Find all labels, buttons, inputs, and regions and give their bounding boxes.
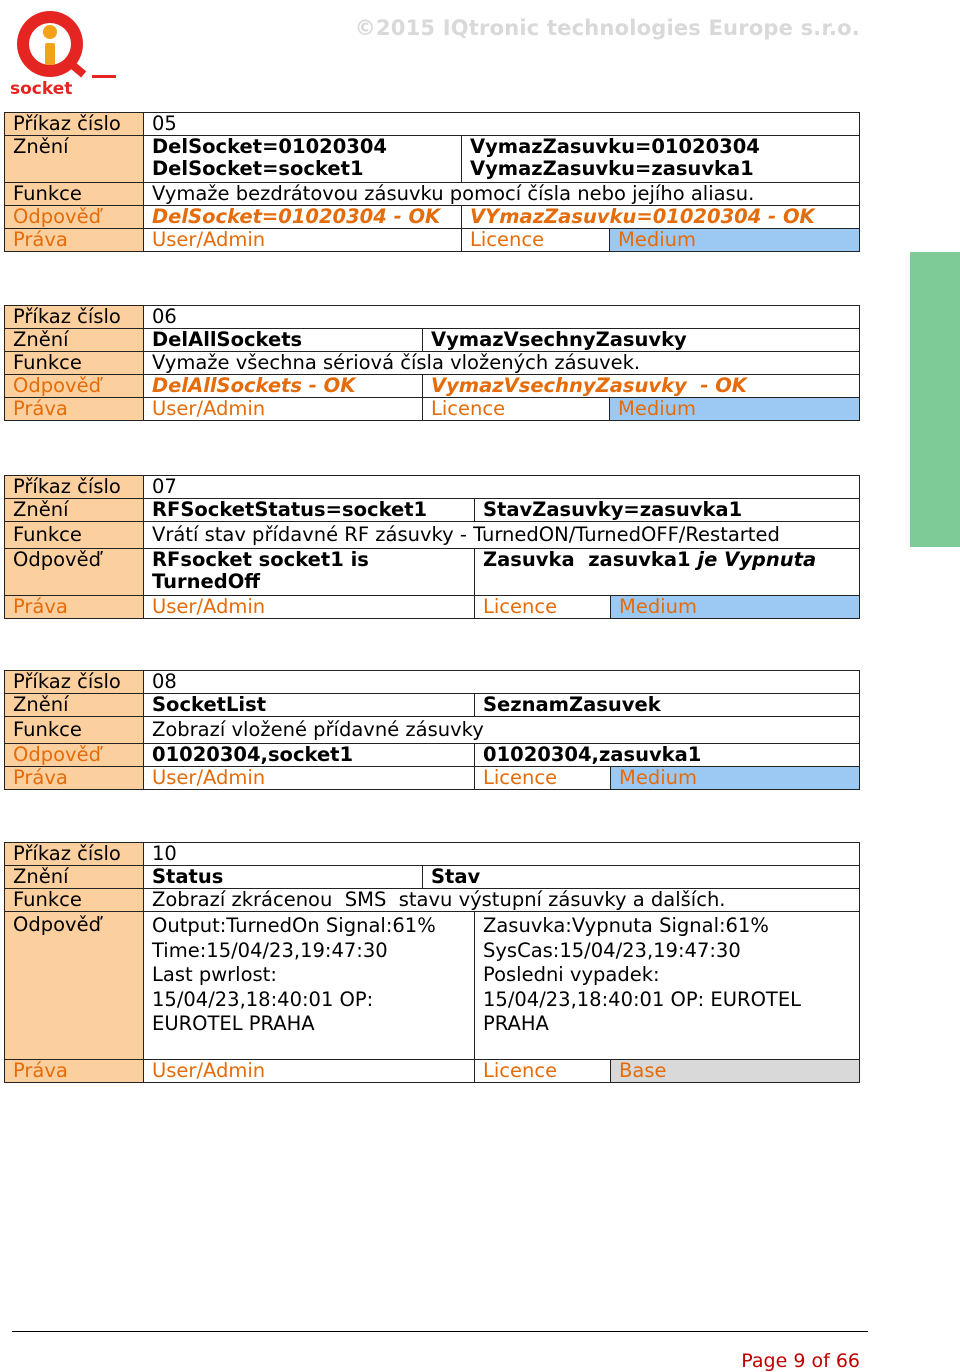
label-function: Funkce bbox=[5, 717, 144, 744]
response-cz: VymazVsechnyZasuvky - OK bbox=[423, 375, 860, 398]
response-cz bbox=[475, 549, 860, 596]
command-table-06 bbox=[4, 305, 860, 421]
command-table-05 bbox=[4, 112, 860, 252]
label-cmd-number: Příkaz číslo bbox=[5, 306, 144, 329]
licence-label: Licence bbox=[475, 767, 611, 790]
label-function: Funkce bbox=[5, 352, 144, 375]
label-cmd-number: Příkaz číslo bbox=[5, 671, 144, 694]
licence-value: Medium bbox=[611, 596, 860, 619]
label-response: Odpověď bbox=[5, 912, 144, 1060]
licence-value: Medium bbox=[610, 398, 860, 421]
response-cz: Zasuvka:Vypnuta Signal:61% SysCas:15/04/23,19:47:30 Posledni vypadek: 15/04/23,18:40:01 OP: EUROTEL PRAHA bbox=[475, 912, 860, 1060]
syntax-en: DelSocket=01020304 DelSocket=socket1 bbox=[144, 136, 462, 183]
licence-label: Licence bbox=[462, 229, 610, 252]
response-en: Output:TurnedOn Signal:61% Time:15/04/23,19:47:30 Last pwrlost: 15/04/23,18:40:01 OP: EUROTEL PRAHA bbox=[144, 912, 475, 1060]
label-cmd-number: Příkaz číslo bbox=[5, 476, 144, 499]
syntax-cz: VymazZasuvku=01020304 VymazZasuvku=zasuvka1 bbox=[462, 136, 860, 183]
label-function: Funkce bbox=[5, 522, 144, 549]
response-cz: 01020304,zasuvka1 bbox=[475, 744, 860, 767]
iqsocket-logo bbox=[6, 2, 118, 98]
label-response: Odpověď bbox=[5, 375, 144, 398]
licence-label: Licence bbox=[423, 398, 610, 421]
label-response: Odpověď bbox=[5, 549, 144, 596]
response-en: DelAllSockets - OK bbox=[144, 375, 423, 398]
function-text: Vymaže bezdrátovou zásuvku pomocí čísla nebo jejího aliasu. bbox=[144, 183, 860, 206]
label-function: Funkce bbox=[5, 183, 144, 206]
licence-value: Base bbox=[611, 1060, 860, 1083]
rights-value: User/Admin bbox=[144, 596, 475, 619]
syntax-cz: VymazVsechnyZasuvky bbox=[423, 329, 860, 352]
syntax-en: RFSocketStatus=socket1 bbox=[144, 499, 475, 522]
command-table-07 bbox=[4, 475, 860, 619]
cmd-number: 08 bbox=[144, 671, 860, 694]
label-syntax: Znění bbox=[5, 499, 144, 522]
response-cz: VYmazZasuvku=01020304 - OK bbox=[462, 206, 860, 229]
rights-value: User/Admin bbox=[144, 767, 475, 790]
response-cz-italic: je Vypnuta bbox=[697, 548, 817, 571]
syntax-en: Status bbox=[144, 866, 423, 889]
label-cmd-number: Příkaz číslo bbox=[5, 843, 144, 866]
label-response: Odpověď bbox=[5, 206, 144, 229]
command-table-10 bbox=[4, 842, 860, 1083]
label-response: Odpověď bbox=[5, 744, 144, 767]
syntax-cz: StavZasuvky=zasuvka1 bbox=[475, 499, 860, 522]
syntax-cz: Stav bbox=[423, 866, 860, 889]
response-en: DelSocket=01020304 - OK bbox=[144, 206, 462, 229]
label-rights: Práva bbox=[5, 767, 144, 790]
label-rights: Práva bbox=[5, 398, 144, 421]
command-table-08 bbox=[4, 670, 860, 790]
label-syntax: Znění bbox=[5, 866, 144, 889]
response-en: RFsocket socket1 is TurnedOff bbox=[144, 549, 475, 596]
function-text: Vrátí stav přídavné RF zásuvky - TurnedON/TurnedOFF/Restarted bbox=[144, 522, 860, 549]
label-function: Funkce bbox=[5, 889, 144, 912]
function-text: Vymaže všechna sériová čísla vložených zásuvek. bbox=[144, 352, 860, 375]
label-cmd-number: Příkaz číslo bbox=[5, 113, 144, 136]
syntax-cz: SeznamZasuvek bbox=[475, 694, 860, 717]
label-syntax: Znění bbox=[5, 329, 144, 352]
syntax-en: SocketList bbox=[144, 694, 475, 717]
function-text: Zobrazí vložené přídavné zásuvky bbox=[144, 717, 860, 744]
label-syntax: Znění bbox=[5, 694, 144, 717]
syntax-en: DelAllSockets bbox=[144, 329, 423, 352]
licence-label: Licence bbox=[475, 1060, 611, 1083]
rights-value: User/Admin bbox=[144, 1060, 475, 1083]
rights-value: User/Admin bbox=[144, 229, 462, 252]
page-number: Page 9 of 66 bbox=[741, 1350, 860, 1372]
label-rights: Práva bbox=[5, 229, 144, 252]
licence-value: Medium bbox=[610, 229, 860, 252]
svg-text:socket: socket bbox=[10, 79, 73, 98]
cmd-number: 06 bbox=[144, 306, 860, 329]
cmd-number: 07 bbox=[144, 476, 860, 499]
label-syntax: Znění bbox=[5, 136, 144, 183]
label-rights: Práva bbox=[5, 596, 144, 619]
footer-divider bbox=[12, 1331, 868, 1332]
cmd-number: 10 bbox=[144, 843, 860, 866]
side-tab-marker bbox=[910, 252, 960, 547]
function-text: Zobrazí zkrácenou SMS stavu výstupní zásuvky a dalších. bbox=[144, 889, 860, 912]
response-en: 01020304,socket1 bbox=[144, 744, 475, 767]
cmd-number: 05 bbox=[144, 113, 860, 136]
response-cz-plain: Zasuvka zasuvka1 bbox=[483, 548, 698, 571]
copyright-text: ©2015 IQtronic technologies Europe s.r.o. bbox=[354, 16, 860, 40]
rights-value: User/Admin bbox=[144, 398, 423, 421]
licence-value: Medium bbox=[611, 767, 860, 790]
licence-label: Licence bbox=[475, 596, 611, 619]
label-rights: Práva bbox=[5, 1060, 144, 1083]
